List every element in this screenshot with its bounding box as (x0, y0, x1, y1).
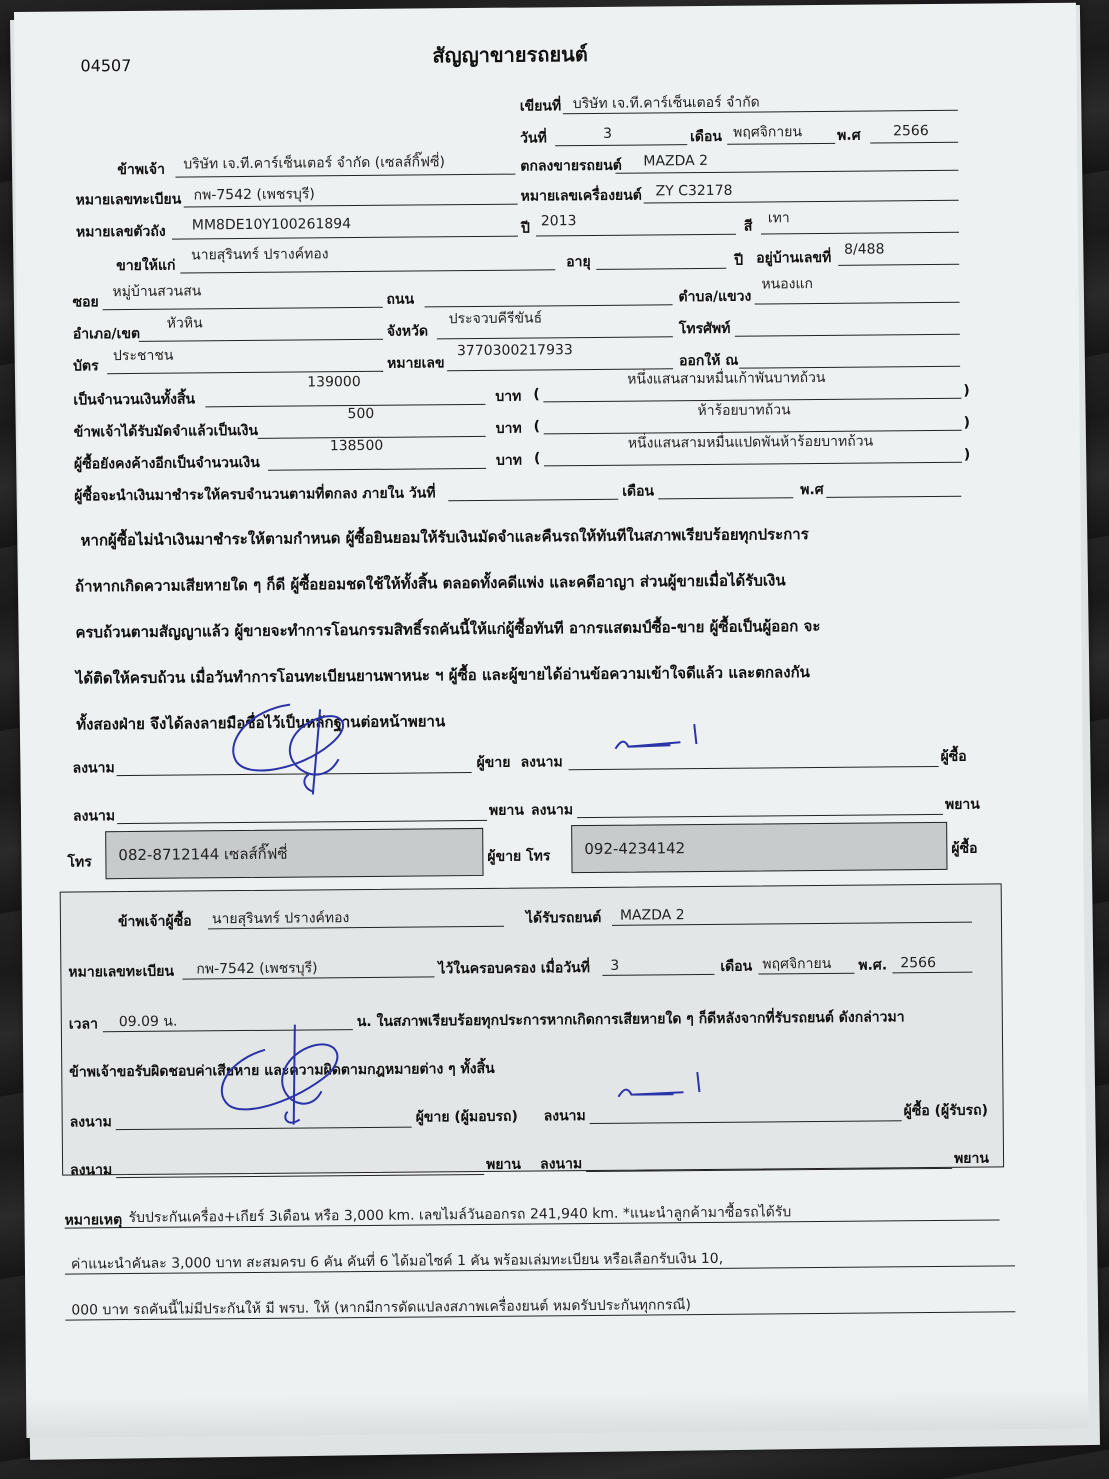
seller-signature (220, 699, 381, 800)
due-month-label: เดือน (622, 483, 655, 500)
vehicle-year-value: 2013 (540, 213, 577, 230)
house-no-line (838, 264, 959, 266)
receipt-witness2-label: ลงนาม (540, 1156, 583, 1173)
color-value: เทา (767, 210, 790, 227)
issued-line (739, 366, 960, 369)
receipt-witness2-role: พยาน (953, 1150, 989, 1167)
card-no-value: 3770300217933 (456, 342, 573, 360)
seller-phone-box (105, 828, 483, 879)
buyer-phone-role: ผู้ซื้อ (951, 840, 978, 857)
color-line (761, 232, 959, 235)
page-title: สัญญาขายรถยนต์ (432, 41, 588, 68)
buyer-sign-line (569, 766, 939, 770)
province-value: ประจวบคีรีขันธ์ (448, 310, 543, 328)
terms-line-3: ครบถ้วนตามสัญญาแล้ว ผู้ขายจะทำการโอนกรรมสิทธิ์รถคันนี้ให้แก่ผู้ซื้อทันที อากรแสตมป์ซื้อ-ขาย ผู้ซื้อเป็นผู้ออก จะ (75, 616, 821, 642)
district-line (139, 339, 383, 342)
seller-phone-value: 082-8712144 เซลส์กิ๊ฟซี่ (118, 844, 288, 865)
receipt-witness1-role: พยาน (486, 1156, 522, 1173)
deliver-sign-label: ลงนาม (69, 1114, 112, 1131)
receipt-reg-value: กพ-7542 (เพชรบุรี) (196, 960, 318, 978)
house-no-label: อยู่บ้านเลขที่ (756, 249, 832, 267)
note-line-2: ค่าแนะนำคันละ 3,000 บาท สะสมครบ 6 คัน คันที่ 6 ได้มอไซค์ 1 คัน พร้อมเล่มทะเบียน หรือเลือกรับเงิน 10, (70, 1250, 724, 1273)
receipt-buyer-name: นายสุรินทร์ ปรางค์ทอง (211, 910, 350, 928)
total-paren-close: ) (963, 382, 970, 399)
card-label: บัตร (73, 358, 99, 375)
contract-page (14, 3, 1088, 1438)
receipt-month-value: พฤศจิกายน (762, 955, 832, 973)
soi-label: ซอย (72, 294, 99, 311)
witness1-role: พยาน (488, 802, 524, 819)
seller-line (175, 174, 515, 178)
receipt-reg-label: หมายเลขทะเบียน (68, 963, 175, 981)
deposit-paren-open: ( (533, 418, 541, 435)
receive-role: ผู้ซื้อ (ผู้รับรถ) (903, 1102, 989, 1120)
due-year-line (826, 496, 961, 498)
remaining-value: 138500 (329, 437, 384, 455)
possession-day: 3 (610, 957, 620, 974)
engine-line (644, 200, 959, 204)
receipt-witness1-label: ลงนาม (70, 1162, 113, 1179)
due-month-line (658, 497, 793, 499)
remaining-text: หนึ่งแสนสามหมื่นแปดพันห้าร้อยบาทถ้วน (627, 433, 874, 452)
deposit-paren-close: ) (963, 414, 971, 431)
district-label: อำเภอ/เขต (72, 325, 141, 343)
phone-line (735, 334, 960, 337)
age-label: อายุ (566, 253, 591, 271)
province-label: จังหวัด (386, 323, 429, 340)
due-label: ผู้ซื้อจะนำเงินมาชำระให้ครบจำนวนตามที่ตกลง ภายใน วันที่ (74, 485, 436, 505)
date-label: วันที่ (520, 130, 547, 147)
house-no-value: 8/488 (844, 241, 885, 258)
month-line (727, 143, 835, 145)
buyer-phone-box (571, 822, 947, 873)
total-label: เป็นจำนวนเงินทั้งสิ้น (73, 391, 196, 409)
deposit-text: ห้าร้อยบาทถ้วน (697, 402, 791, 420)
phone-label: โทรศัพท์ (678, 320, 731, 338)
reg-value: กพ-7542 (เพชรบุรี) (193, 186, 315, 204)
year-value: 2566 (893, 123, 929, 140)
deposit-value: 500 (347, 405, 375, 423)
vehicle-year-label: ปี (520, 220, 530, 237)
sold-to-label: ขายให้แก่ (116, 257, 176, 275)
reg-line (184, 204, 518, 208)
time-label: เวลา (68, 1016, 99, 1033)
written-at-value: บริษัท เจ.ที.คาร์เซ็นเตอร์ จำกัด (572, 94, 760, 113)
receipt-year-value: 2566 (900, 954, 937, 972)
deposit-baht-label: บาท (495, 420, 522, 437)
received-car-label: ได้รับรถยนต์ (525, 909, 602, 927)
note-line-1: รับประกันเครื่อง+เกียร์ 3เดือน หรือ 3,000 km. เลขไมล์วันออกรถ 241,940 km. *แนะนำลูกค้ามาซื้อรถได้รับ (128, 1204, 792, 1227)
car-model: MAZDA 2 (643, 152, 709, 170)
receipt-month-label: เดือน (720, 958, 753, 975)
seller-sign-label: ลงนาม (72, 760, 115, 777)
witness1-sign-line (117, 820, 487, 824)
note-line-3: 000 บาท รถคันนี้ไม่มีประกันให้ มี พรบ. ให้ (หากมีการดัดแปลงสภาพเครื่องยนต์ หมดรับประกันทุกกรณี) (71, 1297, 691, 1319)
subdistrict-value: หนองแก (761, 276, 814, 293)
doc-number: 04507 (80, 55, 132, 76)
time-value: 09.09 น. (118, 1013, 178, 1031)
receipt-clause-1: น. ในสภาพเรียบร้อยทุกประการหากเกิดการเสียหายใด ๆ ก็ดีหลังจากที่รับรถยนต์ ดังกล่าวมา (356, 1009, 905, 1031)
remaining-paren-close: ) (963, 446, 971, 463)
day-value: 3 (603, 125, 613, 142)
seller-sign-role: ผู้ขาย (476, 754, 511, 771)
engine-label: หมายเลขเครื่องยนต์ (520, 187, 642, 205)
receipt-year-label: พ.ศ. (858, 957, 888, 974)
road-line (425, 304, 673, 307)
subdistrict-label: ตำบล/แขวง (678, 288, 752, 306)
witness1-sign-label: ลงนาม (72, 808, 116, 825)
due-year-label: พ.ศ (800, 481, 824, 499)
month-value: พฤศจิกายน (733, 124, 803, 141)
age-line (596, 268, 726, 270)
buyer-sign-label: ลงนาม (520, 754, 563, 771)
chassis-label: หมายเลขตัวถัง (75, 223, 166, 241)
remaining-text-line (544, 462, 962, 467)
chassis-line (172, 236, 518, 240)
receipt-clause-2: ข้าพเจ้าขอรับผิดชอบค่าเสียหาย และความผิดตามกฎหมายต่าง ๆ ทั้งสิ้น (69, 1060, 495, 1081)
buyer-signature (610, 718, 720, 759)
buyer-phone-value: 092-4234142 (584, 839, 686, 859)
seller-name: บริษัท เจ.ที.คาร์เซ็นเตอร์ จำกัด (เซลส์กิ๊ฟซี่) (183, 154, 446, 173)
remaining-baht-label: บาท (495, 452, 522, 469)
day-line (555, 144, 687, 146)
color-label: สี (743, 218, 753, 235)
road-label: ถนน (386, 291, 415, 308)
month-label: เดือน (690, 128, 723, 146)
possession-label: ไว้ในครอบครอง เมื่อวันที่ (438, 960, 591, 978)
years-label: ปี (734, 252, 744, 269)
buyer-sign-role: ผู้ซื้อ (940, 748, 967, 765)
issued-label: ออกให้ ณ (679, 352, 739, 370)
province-line (437, 336, 673, 339)
engine-value: ZY C32178 (655, 182, 733, 200)
card-no-label: หมายเลข (387, 355, 445, 372)
deliver-signature (203, 1019, 354, 1130)
written-at-label: เขียนที่ (519, 98, 562, 115)
subdistrict-line (755, 302, 960, 305)
remaining-label: ผู้ซื้อยังคงค้างอีกเป็นจำนวนเงิน (73, 454, 260, 473)
total-text: หนึ่งแสนสามหมื่นเก้าพันบาทถ้วน (627, 369, 826, 388)
year-line (870, 142, 958, 144)
terms-line-1: หากผู้ซื้อไม่นำเงินมาชำระให้ตามกำหนด ผู้ซื้อยินยอมให้รับเงินมัดจำและคืนรถให้ทันทีในสภาพเรียบร้อยทุกประการ (80, 525, 809, 550)
seller-phone-role-label: ผู้ขาย โทร (487, 848, 551, 865)
total-value: 139000 (307, 373, 361, 391)
note-label: หมายเหตุ (64, 1212, 123, 1229)
terms-line-2: ถ้าหากเกิดความเสียหายใด ๆ ก็ดี ผู้ซื้อยอมชดใช้ให้ทั้งสิ้น ตลอดทั้งคดีแพ่ง และคดีอาญา ส่วนผู้ขายเมื่อได้รับเงิน (74, 571, 786, 596)
total-paren-open: ( (533, 386, 540, 403)
buyer-name: นายสุรินทร์ ปรางค์ทอง (191, 246, 329, 264)
remaining-line (268, 468, 486, 471)
terms-line-5: ทั้งสองฝ่าย จึงได้ลงลายมือชื่อไว้เป็นหลักฐานต่อหน้าพยาน (76, 712, 446, 734)
due-day-line (448, 499, 618, 501)
receive-signature (613, 1066, 723, 1107)
agree-sell-label: ตกลงขายรถยนต์ (520, 157, 622, 175)
reg-label: หมายเลขทะเบียน (75, 191, 182, 209)
vehicle-year-line (536, 234, 736, 237)
terms-line-4: ได้ติดให้ครบถ้วน เมื่อวันทำการโอนทะเบียนยานพาหนะ ฯ ผู้ซื้อ และผู้ขายได้อ่านข้อความเข้าใจดีแล้ว และตกลงกัน (75, 663, 810, 688)
total-line (205, 404, 485, 407)
seller-label: ข้าพเจ้า (117, 161, 165, 179)
total-baht-label: บาท (495, 388, 522, 405)
deliver-role: ผู้ขาย (ผู้มอบรถ) (415, 1108, 518, 1126)
receipt-buyer-label: ข้าพเจ้าผู้ซื้อ (117, 913, 192, 931)
district-value: หัวหิน (166, 315, 203, 332)
chassis-value: MM8DE10Y100261894 (191, 216, 352, 234)
soi-value: หมู่บ้านสวนสน (112, 283, 202, 301)
buyer-name-line (180, 269, 555, 273)
witness2-sign-label: ลงนาม (530, 802, 574, 819)
remaining-paren-open: ( (533, 450, 541, 467)
soi-line (103, 307, 383, 310)
seller-phone-label: โทร (67, 854, 92, 871)
received-car-value: MAZDA 2 (619, 907, 685, 924)
car-line (615, 170, 958, 174)
year-label: พ.ศ (837, 127, 861, 144)
deposit-label: ข้าพเจ้าได้รับมัดจำแล้วเป็นเงิน (73, 422, 259, 441)
witness2-sign-line (577, 814, 943, 818)
receive-sign-label: ลงนาม (543, 1108, 586, 1125)
witness2-role: พยาน (944, 796, 980, 813)
card-value: ประชาชน (112, 347, 174, 365)
